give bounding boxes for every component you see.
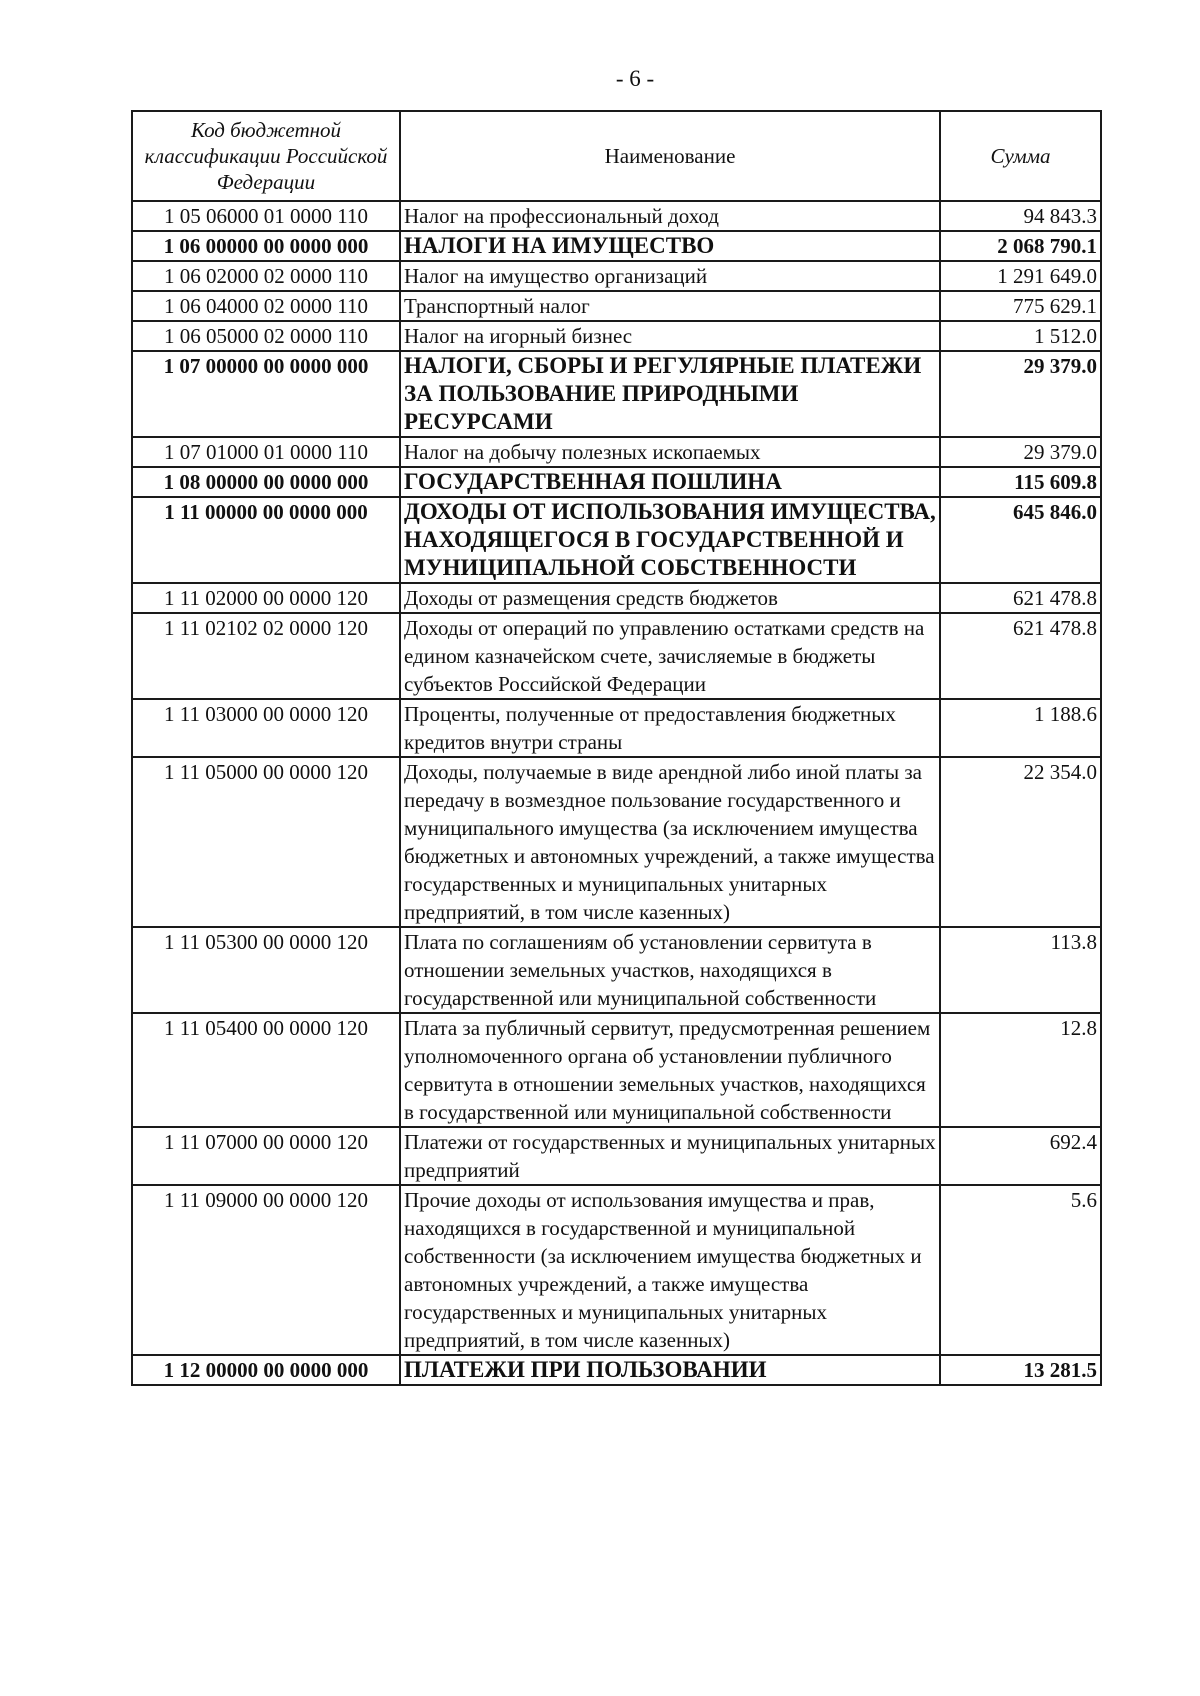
row-code: 1 12 00000 00 0000 000 [132, 1355, 400, 1385]
table-row [132, 497, 1101, 583]
row-name: Налог на профессиональный доход [400, 201, 940, 231]
table-row [132, 1185, 1101, 1355]
row-code: 1 11 09000 00 0000 120 [132, 1185, 400, 1355]
row-code: 1 06 00000 00 0000 000 [132, 231, 400, 261]
row-sum: 2 068 790.1 [940, 231, 1101, 261]
table-row [132, 1013, 1101, 1127]
row-name: НАЛОГИ, СБОРЫ И РЕГУЛЯРНЫЕ ПЛАТЕЖИ ЗА ПОЛЬЗОВАНИЕ ПРИРОДНЫМИ РЕСУРСАМИ [400, 351, 940, 437]
table-row [132, 261, 1101, 291]
table-row [132, 321, 1101, 351]
row-name: Проценты, полученные от предоставления бюджетных кредитов внутри страны [400, 699, 940, 757]
row-sum: 113.8 [940, 927, 1101, 1013]
table-row [132, 927, 1101, 1013]
row-code: 1 11 03000 00 0000 120 [132, 699, 400, 757]
header-code: Код бюджетной классификации Российской Федерации [132, 111, 400, 201]
table-row [132, 291, 1101, 321]
row-name: Платежи от государственных и муниципальных унитарных предприятий [400, 1127, 940, 1185]
row-sum: 621 478.8 [940, 613, 1101, 699]
row-name: Налог на добычу полезных ископаемых [400, 437, 940, 467]
row-name: Доходы, получаемые в виде арендной либо иной платы за передачу в возмездное пользование государственного и муниципального имущества (за исключением имущества бюджетных и автономных учреждений, а также имущества государственных и муниципальных унитарных предприятий, в том числе казенных) [400, 757, 940, 927]
row-code: 1 05 06000 01 0000 110 [132, 201, 400, 231]
row-sum: 1 188.6 [940, 699, 1101, 757]
row-name: Доходы от размещения средств бюджетов [400, 583, 940, 613]
table-row [132, 437, 1101, 467]
row-sum: 22 354.0 [940, 757, 1101, 927]
table-row [132, 757, 1101, 927]
row-name: Налог на игорный бизнес [400, 321, 940, 351]
header-sum: Сумма [940, 111, 1101, 201]
row-sum: 775 629.1 [940, 291, 1101, 321]
row-code: 1 11 02102 02 0000 120 [132, 613, 400, 699]
row-code: 1 11 07000 00 0000 120 [132, 1127, 400, 1185]
row-sum: 12.8 [940, 1013, 1101, 1127]
table-row [132, 1355, 1101, 1385]
table-header-row [132, 111, 1101, 201]
row-code: 1 11 05000 00 0000 120 [132, 757, 400, 927]
budget-classification-table [131, 110, 1102, 1386]
row-sum: 621 478.8 [940, 583, 1101, 613]
row-sum: 29 379.0 [940, 351, 1101, 437]
row-name: Доходы от операций по управлению остатками средств на едином казначейском счете, зачисляемые в бюджеты субъектов Российской Федерации [400, 613, 940, 699]
row-code: 1 06 05000 02 0000 110 [132, 321, 400, 351]
row-sum: 692.4 [940, 1127, 1101, 1185]
table-row [132, 613, 1101, 699]
table-row [132, 1127, 1101, 1185]
row-name: ДОХОДЫ ОТ ИСПОЛЬЗОВАНИЯ ИМУЩЕСТВА, НАХОДЯЩЕГОСЯ В ГОСУДАРСТВЕННОЙ И МУНИЦИПАЛЬНОЙ СОБСТВЕННОСТИ [400, 497, 940, 583]
row-code: 1 11 05300 00 0000 120 [132, 927, 400, 1013]
table-row [132, 467, 1101, 497]
row-name: Прочие доходы от использования имущества и прав, находящихся в государственной и муниципальной собственности (за исключением имущества бюджетных и автономных учреждений, а также имущества государственных и муниципальных унитарных предприятий, в том числе казенных) [400, 1185, 940, 1355]
table-row [132, 699, 1101, 757]
row-code: 1 07 01000 01 0000 110 [132, 437, 400, 467]
row-sum: 29 379.0 [940, 437, 1101, 467]
row-name: Плата за публичный сервитут, предусмотренная решением уполномоченного органа об установлении публичного сервитута в отношении земельных участков, находящихся в государственной или муниципальной собственности [400, 1013, 940, 1127]
page-number: - 6 - [615, 66, 655, 91]
row-sum: 5.6 [940, 1185, 1101, 1355]
row-name: ПЛАТЕЖИ ПРИ ПОЛЬЗОВАНИИ [400, 1355, 940, 1385]
row-name: Транспортный налог [400, 291, 940, 321]
row-sum: 115 609.8 [940, 467, 1101, 497]
row-name: Налог на имущество организаций [400, 261, 940, 291]
row-name: НАЛОГИ НА ИМУЩЕСТВО [400, 231, 940, 261]
row-name: ГОСУДАРСТВЕННАЯ ПОШЛИНА [400, 467, 940, 497]
row-code: 1 06 04000 02 0000 110 [132, 291, 400, 321]
row-code: 1 08 00000 00 0000 000 [132, 467, 400, 497]
row-code: 1 11 00000 00 0000 000 [132, 497, 400, 583]
row-code: 1 11 02000 00 0000 120 [132, 583, 400, 613]
table-row [132, 231, 1101, 261]
table-row [132, 351, 1101, 437]
table-row [132, 201, 1101, 231]
row-code: 1 11 05400 00 0000 120 [132, 1013, 400, 1127]
row-sum: 1 291 649.0 [940, 261, 1101, 291]
header-name: Наименование [400, 111, 940, 201]
row-code: 1 06 02000 02 0000 110 [132, 261, 400, 291]
row-name: Плата по соглашениям об установлении сервитута в отношении земельных участков, находящихся в государственной или муниципальной собственности [400, 927, 940, 1013]
row-sum: 94 843.3 [940, 201, 1101, 231]
row-sum: 13 281.5 [940, 1355, 1101, 1385]
row-sum: 645 846.0 [940, 497, 1101, 583]
row-code: 1 07 00000 00 0000 000 [132, 351, 400, 437]
table-row [132, 583, 1101, 613]
row-sum: 1 512.0 [940, 321, 1101, 351]
